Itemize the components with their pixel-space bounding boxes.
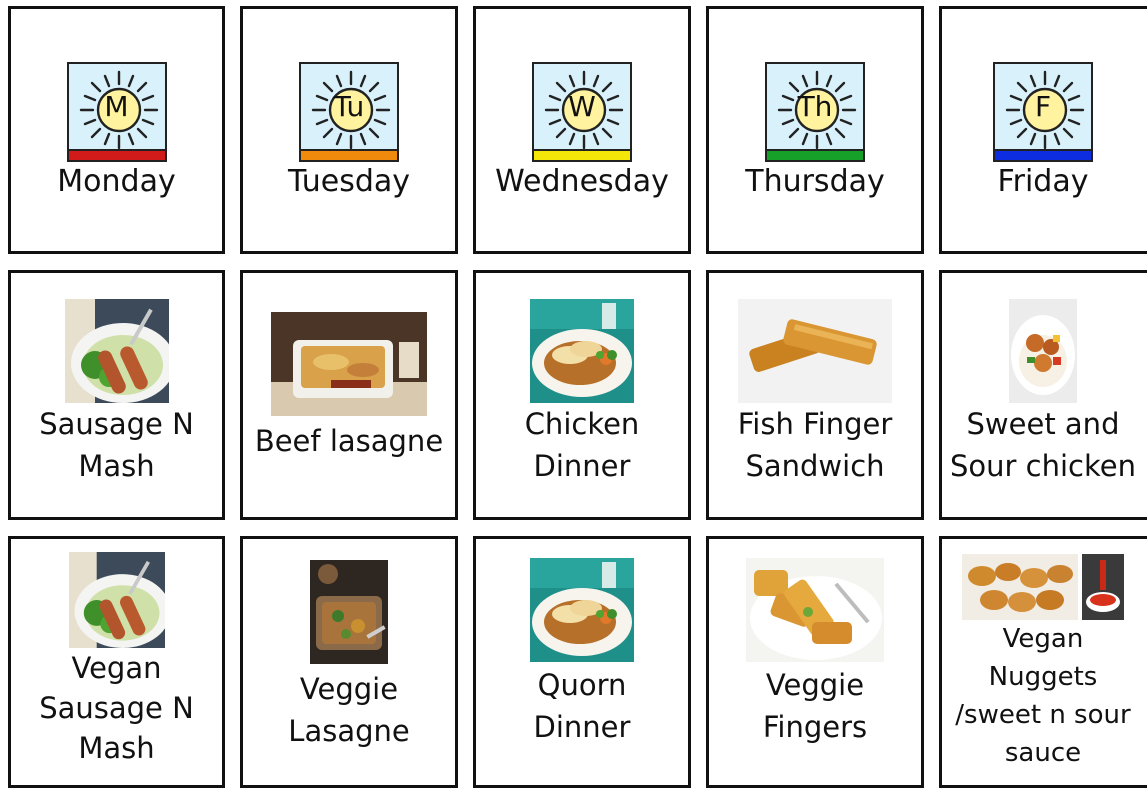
- alt-meal-cell-wednesday: [473, 536, 691, 788]
- chicken-dinner-photo: [530, 299, 634, 403]
- lasagne-photo: [271, 312, 427, 416]
- veggie-lasagne-photo: [310, 560, 388, 664]
- day-label: Monday: [57, 164, 176, 199]
- day-cell-friday: [939, 6, 1147, 254]
- meal-label-line2: Dinner: [533, 449, 631, 483]
- day-color-bar: [69, 149, 165, 160]
- alt-meal-label-line2: Fingers: [762, 710, 868, 744]
- nuggets-photos: [962, 554, 1124, 620]
- meal-cell-thursday: [706, 270, 924, 520]
- alt-meal-label-line1: Vegan: [71, 651, 162, 685]
- sun-icon: [765, 62, 865, 162]
- meal-label-line1: Chicken: [524, 407, 640, 441]
- alt-meal-label-line2: Nuggets: [988, 662, 1098, 692]
- meal-label-line1: Fish Finger: [737, 407, 893, 441]
- day-cell-wednesday: [473, 6, 691, 254]
- meal-cell-friday: [939, 270, 1147, 520]
- chicken-dinner-photo: [530, 558, 634, 662]
- day-color-bar: [767, 149, 863, 160]
- day-abbreviation: Tu: [333, 90, 365, 123]
- meal-label-line1: Sausage N: [39, 407, 194, 441]
- alt-meal-label-line1: Vegan: [1002, 624, 1084, 654]
- alt-meal-label-line2: Dinner: [533, 710, 631, 744]
- meal-cell-monday: [8, 270, 225, 520]
- day-abbreviation: W: [568, 90, 596, 123]
- day-abbreviation: Th: [797, 90, 833, 123]
- meal-label-line2: Sour chicken: [950, 449, 1136, 483]
- sun-icon: [993, 62, 1093, 162]
- day-color-bar: [995, 149, 1091, 160]
- day-label: Friday: [997, 164, 1089, 199]
- meal-label-line2: Mash: [78, 449, 155, 483]
- sauce-photo: [1082, 554, 1124, 620]
- sun-icon: [532, 62, 632, 162]
- alt-meal-label-line1: Veggie: [765, 668, 865, 702]
- meal-label-line1: Sweet and: [966, 407, 1120, 441]
- alt-meal-cell-tuesday: [240, 536, 458, 788]
- day-abbreviation: F: [1034, 90, 1052, 123]
- day-abbreviation: M: [104, 90, 129, 123]
- veggie-fingers-photo: [746, 558, 884, 662]
- alt-meal-cell-monday: [8, 536, 225, 788]
- alt-meal-label-line3: Mash: [78, 731, 155, 765]
- meal-cell-wednesday: [473, 270, 691, 520]
- day-cell-monday: [8, 6, 225, 254]
- alt-meal-label-line1: Quorn: [537, 668, 627, 702]
- sun-icon: [67, 62, 167, 162]
- day-color-bar: [534, 149, 630, 160]
- sweet-sour-chicken-photo: [1009, 299, 1077, 403]
- alt-meal-label-line2: Sausage N: [39, 691, 194, 725]
- day-color-bar: [301, 149, 397, 160]
- alt-meal-cell-thursday: [706, 536, 924, 788]
- day-label: Wednesday: [495, 164, 669, 199]
- day-cell-tuesday: [240, 6, 458, 254]
- meal-label: Beef lasagne: [254, 424, 444, 458]
- fish-fingers-photo: [738, 299, 892, 403]
- alt-meal-label-line4: sauce: [1004, 738, 1082, 768]
- sun-icon: [299, 62, 399, 162]
- meal-cell-tuesday: [240, 270, 458, 520]
- alt-meal-label-line2: Lasagne: [288, 714, 410, 748]
- alt-meal-label-line1: Veggie: [299, 672, 399, 706]
- nuggets-photo: [962, 554, 1078, 620]
- day-cell-thursday: [706, 6, 924, 254]
- alt-meal-cell-friday: [939, 536, 1147, 788]
- meal-label-line2: Sandwich: [745, 449, 885, 483]
- alt-meal-label-line3: /sweet n sour: [955, 700, 1131, 730]
- sausage-and-mash-photo: [65, 299, 169, 403]
- sausage-and-mash-photo: [69, 552, 165, 648]
- day-label: Thursday: [745, 164, 885, 199]
- day-label: Tuesday: [287, 164, 411, 199]
